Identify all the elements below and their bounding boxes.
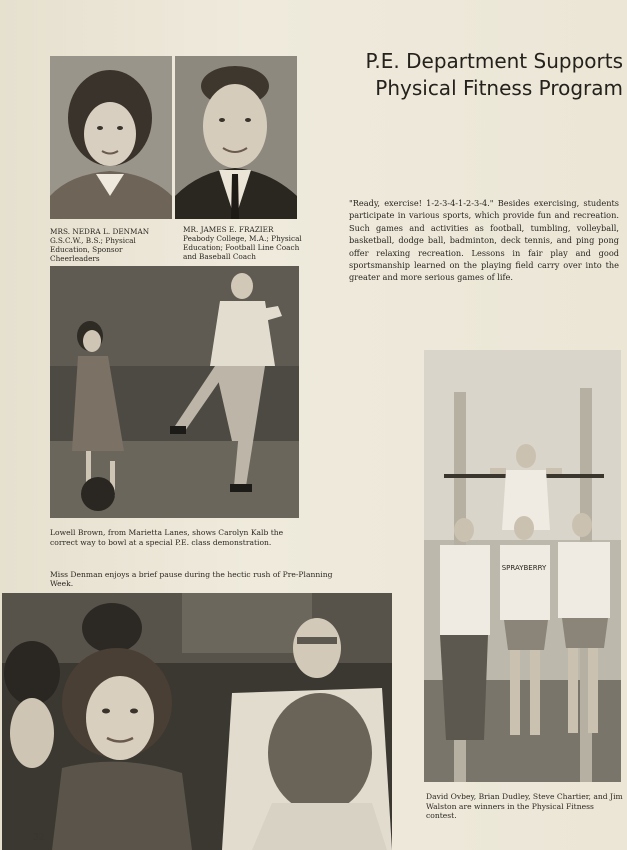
bowling-caption: Lowell Brown, from Marietta Lanes, shows Carolyn Kalb the correct way to bowl at a special P.E. class demonstration. xyxy=(50,528,284,547)
fitness-winners-photo xyxy=(424,350,621,782)
portrait-name: MRS. NEDRA L. DENMAN xyxy=(50,227,150,236)
page-title xyxy=(335,48,623,102)
denman-caption: Miss Denman enjoys a brief pause during the hectic rush of Pre-Planning Week. xyxy=(50,570,333,588)
portrait-details: G.S.C.W., B.S.; Physical Education, Sponsor Cheerleaders xyxy=(50,236,136,263)
portrait-photo-denman xyxy=(50,56,172,219)
pre-planning-week-photo xyxy=(2,593,392,850)
portrait-caption-denman xyxy=(50,227,172,263)
bowling-demonstration-photo xyxy=(50,266,299,518)
portrait-details: Peabody College, M.A.; Physical Education; Football Line Coach and Baseball Coach xyxy=(183,234,302,261)
article-body: "Ready, exercise! 1-2-3-4-1-2-3-4." Besides exercising, students participate in various sports, which provide fun and recreation. Such games and activities as football, tumbling, volleyball, basketball, dodge ball, badminton, deck tennis, and ping pong offer relaxing recreation. Lessons in fair play and good sportsmanship learned on the playing field carry over into the greater and more serious games of life. xyxy=(349,198,619,283)
portrait-photo-frazier xyxy=(175,56,297,219)
shirt-lettering: SPRAYBERRY xyxy=(501,564,547,572)
page-number: 32 xyxy=(33,833,45,843)
portrait-name: MR. JAMES E. FRAZIER xyxy=(183,225,274,234)
page-title-line-2: Physical Fitness Program xyxy=(375,76,623,100)
page-title-line-1: P.E. Department Supports xyxy=(365,49,623,73)
fitness-caption: David Ovbey, Brian Dudley, Steve Chartier, and Jim Walston are winners in the Physical Fitness contest. xyxy=(426,792,623,820)
portrait-caption-frazier xyxy=(183,225,303,261)
